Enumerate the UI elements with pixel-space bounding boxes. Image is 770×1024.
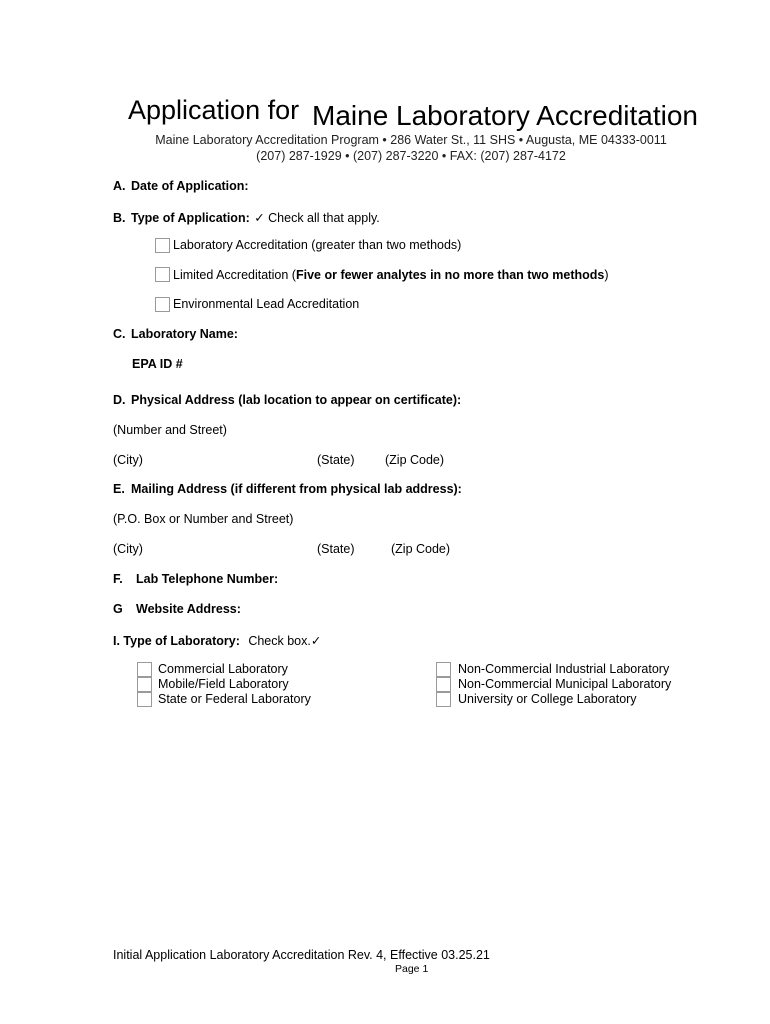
state-federal-lab-label: State or Federal Laboratory [158, 692, 311, 706]
header-address: Maine Laboratory Accreditation Program • 286 Water St., 11 SHS • Augusta, ME 04333-0011 [155, 133, 667, 147]
page-number: Page 1 [395, 963, 429, 975]
physical-city-label: (City) [113, 453, 143, 467]
mailing-street-label: (P.O. Box or Number and Street) [113, 512, 294, 526]
section-e-label: Mailing Address (if different from physical lab address): [131, 482, 462, 496]
commercial-lab-checkbox[interactable] [137, 662, 152, 677]
mailing-zip-label: (Zip Code) [391, 542, 451, 556]
mobile-field-lab-checkbox[interactable] [137, 677, 152, 692]
section-i [113, 632, 321, 650]
noncommercial-industrial-checkbox[interactable] [436, 662, 451, 677]
section-d-letter: D. [113, 393, 126, 407]
noncommercial-municipal-label: Non-Commercial Municipal Laboratory [458, 677, 672, 691]
mobile-field-lab-label: Mobile/Field Laboratory [158, 677, 289, 691]
lead-accreditation-label: Environmental Lead Accreditation [173, 297, 360, 311]
section-e [113, 482, 462, 496]
state-federal-lab-checkbox[interactable] [137, 692, 152, 707]
section-e-letter: E. [113, 482, 125, 496]
physical-street-label: (Number and Street) [113, 423, 227, 437]
section-g-label: Website Address: [136, 602, 241, 616]
lab-accreditation-label: Laboratory Accreditation (greater than two methods) [173, 238, 462, 252]
title-part1: Application for [128, 95, 300, 125]
section-c-letter: C. [113, 327, 126, 341]
section-b-note: ✓ Check all that apply. [254, 211, 380, 225]
section-b-letter: B. [113, 211, 126, 225]
section-b-label: Type of Application: [131, 211, 250, 225]
lead-accreditation-checkbox[interactable] [155, 297, 170, 312]
noncommercial-municipal-checkbox[interactable] [436, 677, 451, 692]
section-f-label: Lab Telephone Number: [136, 572, 279, 586]
limited-accreditation-checkbox[interactable] [155, 267, 170, 282]
commercial-lab-label: Commercial Laboratory [158, 662, 288, 676]
footer-revision: Initial Application Laboratory Accreditation Rev. 4, Effective 03.25.21 [113, 948, 490, 962]
limited-accreditation-label [173, 268, 609, 282]
section-a [113, 179, 249, 193]
mailing-city-label: (City) [113, 542, 143, 556]
limited-accreditation-label-pre: Limited Accreditation ( [173, 268, 296, 282]
section-g-letter: G [113, 602, 123, 616]
section-d [113, 393, 461, 407]
epa-id-label: EPA ID # [132, 357, 183, 371]
university-college-label: University or College Laboratory [458, 692, 637, 706]
section-b [113, 209, 380, 227]
physical-state-label: (State) [317, 453, 355, 467]
limited-accreditation-label-bold: Five or fewer analytes in no more than two methods [295, 268, 605, 282]
noncommercial-industrial-label: Non-Commercial Industrial Laboratory [458, 662, 670, 676]
section-g [113, 602, 241, 616]
section-f [113, 572, 278, 586]
university-college-checkbox[interactable] [436, 692, 451, 707]
section-c [113, 327, 238, 341]
title-part2: Maine Laboratory Accreditation [312, 100, 698, 131]
section-d-label: Physical Address (lab location to appear on certificate): [131, 393, 462, 407]
section-f-letter: F. [113, 572, 123, 586]
section-a-label: Date of Application: [131, 179, 249, 193]
physical-zip-label: (Zip Code) [385, 453, 445, 467]
lab-accreditation-checkbox[interactable] [155, 238, 170, 253]
mailing-state-label: (State) [317, 542, 355, 556]
section-i-label: I. Type of Laboratory: [113, 634, 240, 648]
section-i-note: Check box.✓ [248, 634, 322, 648]
header-phone: (207) 287-1929 • (207) 287-3220 • FAX: (207) 287-4172 [256, 149, 566, 163]
section-c-label: Laboratory Name: [131, 327, 238, 341]
section-a-letter: A. [113, 179, 126, 193]
limited-accreditation-label-post: ) [604, 268, 609, 282]
